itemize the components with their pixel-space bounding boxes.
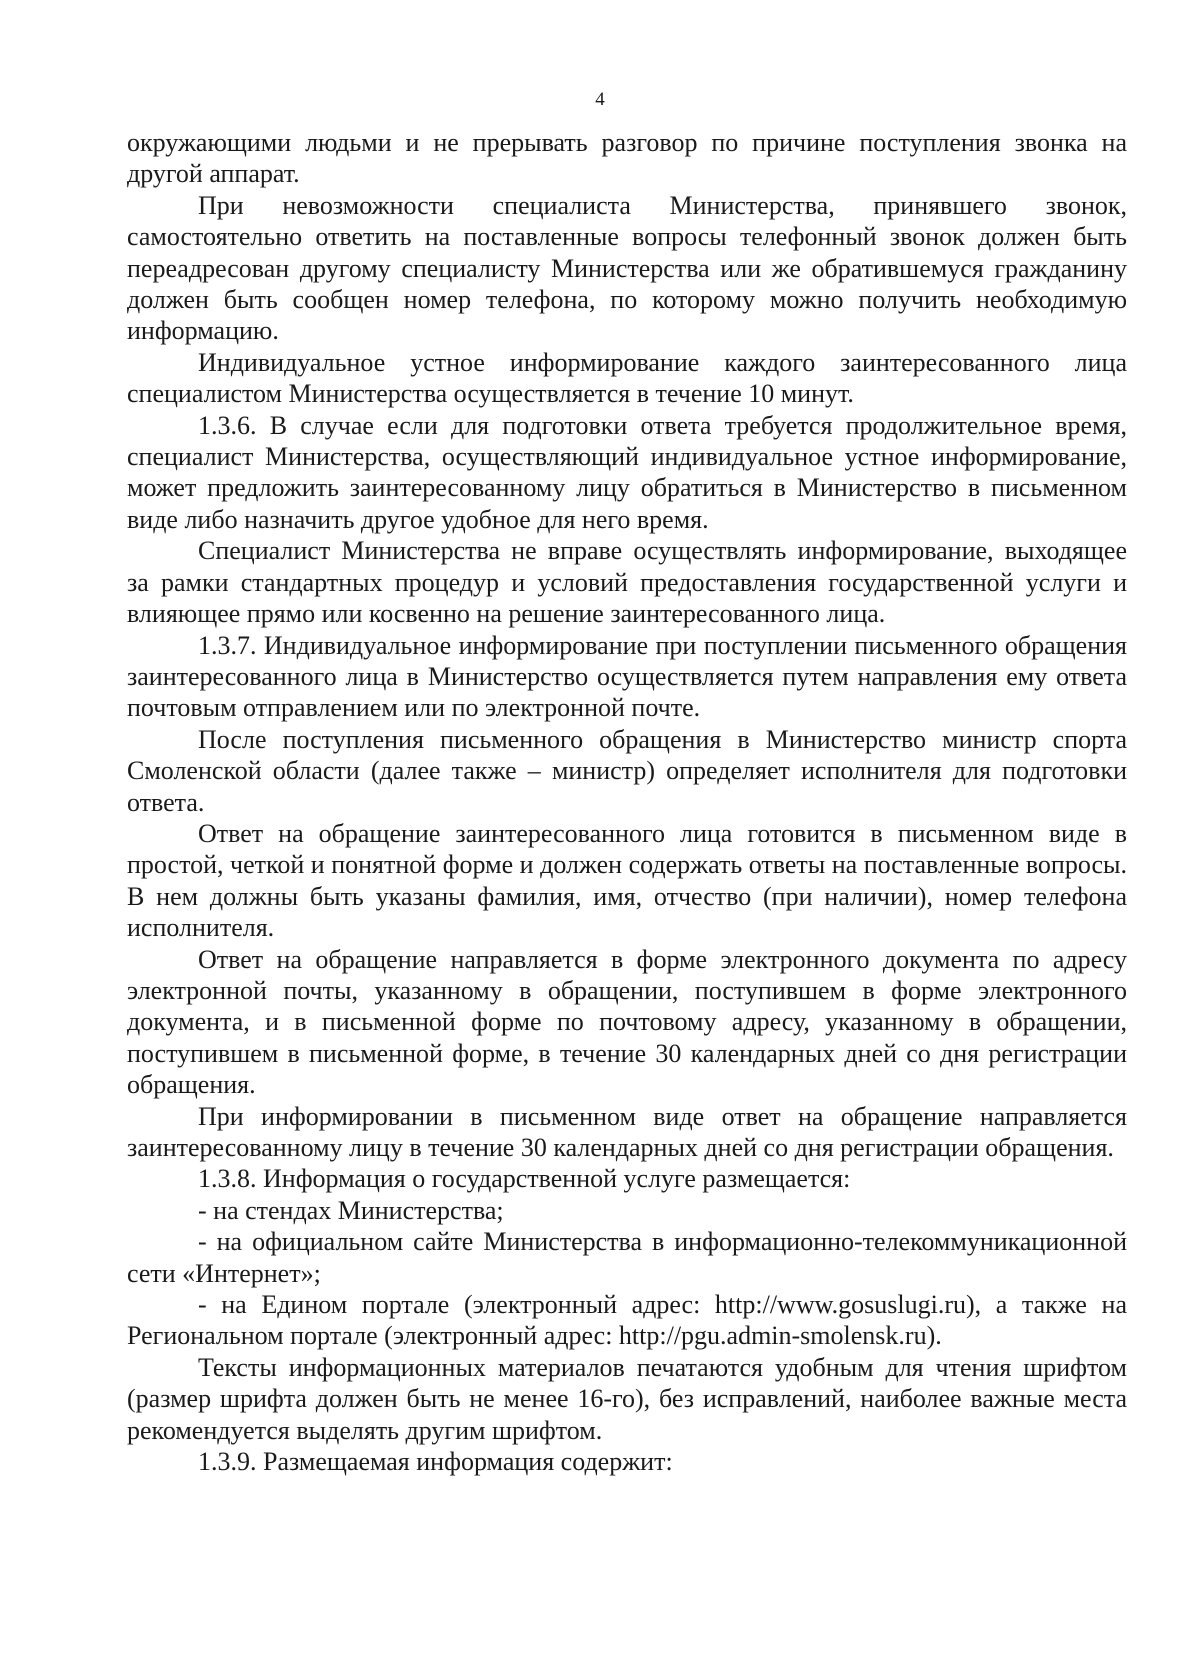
paragraph-1-3-9: 1.3.9. Размещаемая информация содержит: [198,1447,673,1477]
paragraph-answer-delivery: Ответ на обращение направляется в форме электронного документа по адресу электронной почты, указанному в обращении, поступившем в форме электронного документа, и в письменной форме по почтовому адресу, указанному в обращении, поступившем в письменной форме, в течение 30 календарных дней со дня регистрации обращения. [127,944,1127,1100]
paragraph-continuation: окружающими людьми и не прерывать разговор по причине поступления звонка на другой аппарат. [127,128,1127,189]
paragraph-1-3-6: 1.3.6. В случае если для подготовки ответа требуется продолжительное время, специалист Министерства, осуществляющий индивидуальное устное информирование, может предложить заинтересованному лицу обратиться в Министерство в письменном виде либо назначить другое удобное для него время. [127,410,1127,534]
paragraph-written-answer: При информировании в письменном виде ответ на обращение направляется заинтересованному лицу в течение 30 календарных дней со дня регистрации обращения. [127,1101,1127,1162]
list-item-stands: - на стендах Министерства; [198,1195,504,1225]
list-item-portals: - на Едином портале (электронный адрес: http://www.gosuslugi.ru), а также на Региональном портале (электронный адрес: http://pgu.admin-smolensk.ru). [127,1290,1127,1351]
page-number: 4 [595,89,605,110]
paragraph-font-requirements: Тексты информационных материалов печатаются удобным для чтения шрифтом (размер шрифта должен быть не менее 16-го), без исправлений, наиболее важные места рекомендуется выделять другим шрифтом. [127,1352,1127,1445]
document-body [127,127,1127,1477]
paragraph-1-3-8: 1.3.8. Информация о государственной услуге размещается: [198,1164,851,1194]
list-item-official-site: - на официальном сайте Министерства в информационно-телекоммуникационной сети «Интернет»; [127,1227,1127,1288]
paragraph-phone-redirect: При невозможности специалиста Министерства, принявшего звонок, самостоятельно ответить на поставленные вопросы телефонный звонок должен быть переадресован другому специалисту Министерства или же обратившемуся гражданину должен быть сообщен номер телефона, по которому можно получить необходимую информацию. [127,190,1127,346]
paragraph-answer-form: Ответ на обращение заинтересованного лица готовится в письменном виде в простой, четкой и понятной форме и должен содержать ответы на поставленные вопросы. В нем должны быть указаны фамилия, имя, отчество (при наличии), номер телефона исполнителя. [127,818,1127,943]
paragraph-minister-assigns: После поступления письменного обращения в Министерство министр спорта Смоленской области (далее также – министр) определяет исполнителя для подготовки ответа. [127,724,1127,817]
paragraph-oral-duration: Индивидуальное устное информирование каждого заинтересованного лица специалистом Министерства осуществляется в течение 10 минут. [127,347,1127,409]
paragraph-specialist-limits: Специалист Министерства не вправе осуществлять информирование, выходящее за рамки стандартных процедур и условий предоставления государственной услуги и влияющее прямо или косвенно на решение заинтересованного лица. [127,536,1127,629]
paragraph-1-3-7: 1.3.7. Индивидуальное информирование при поступлении письменного обращения заинтересованного лица в Министерство осуществляется путем направления ему ответа почтовым отправлением или по электронной почте. [127,630,1127,723]
